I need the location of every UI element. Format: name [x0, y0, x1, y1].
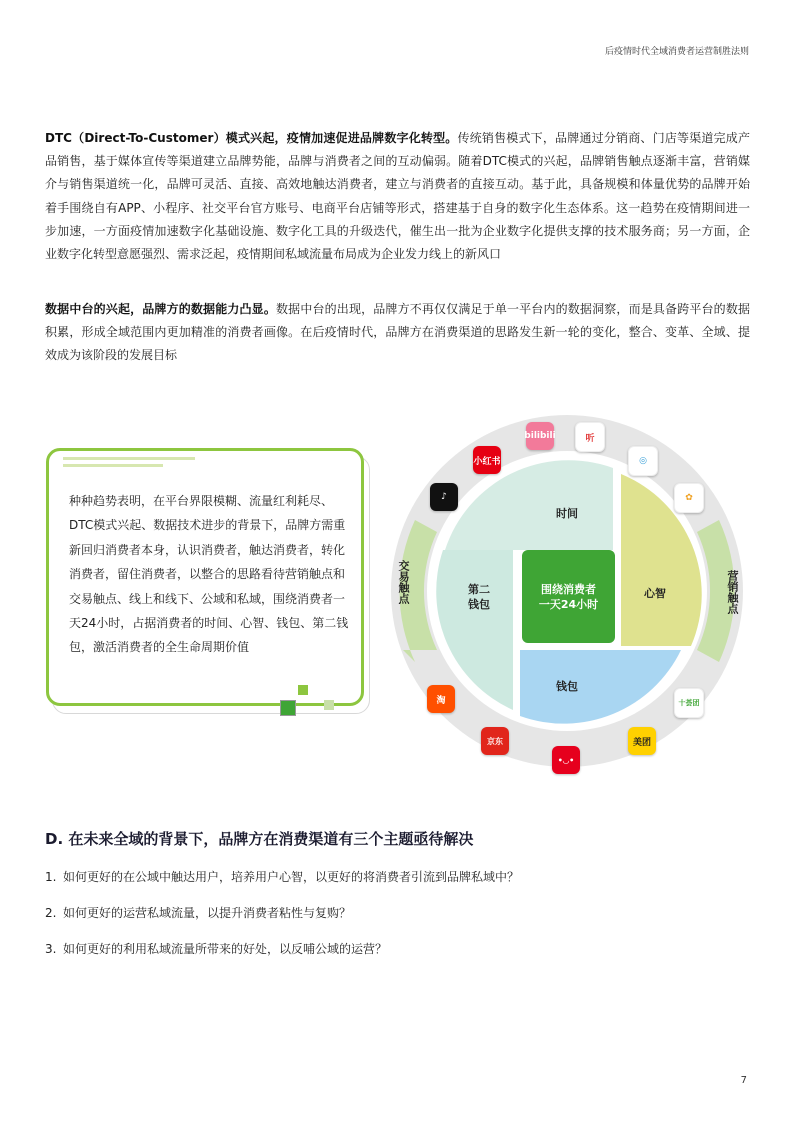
bilibili-icon: bilibili [526, 422, 554, 450]
callout-box [46, 448, 364, 706]
callout-text: 种种趋势表明，在平台界限模糊、流量红利耗尽、DTC模式兴起、数据技术进步的背景下，品牌方需重新回归消费者本身，认识消费者，触达消费者，转化消费者，留住消费者，以整合的思路看待营销触点和交易触点、线上和线下、公域和私域，围绕消费者一天24小时，占据消费者的时间、心智、钱包、第二钱包，激活消费者的全生命周期价值 [69, 494, 349, 655]
baicao-icon: 十荟团 [674, 688, 704, 718]
consumer-24h-diagram [0, 410, 793, 790]
list-item-text: 如何更好的在公域中触达用户，培养用户心智，以更好的将消费者引流到品牌私域中？ [63, 870, 520, 884]
center-line-2: 一天24小时 [538, 597, 599, 611]
list-item [45, 904, 351, 921]
tiktok-icon: ♪ [430, 483, 458, 511]
list-item-number: 3. [45, 942, 57, 956]
tmall-icon: •◡• [552, 746, 580, 774]
running-header: 后疫情时代全域消费者运营制胜法则 [604, 47, 749, 57]
list-item-number: 2. [45, 906, 57, 920]
label-second-wallet [463, 582, 495, 612]
wechat-icon: ◎ [628, 446, 658, 476]
paragraph-data-body: 数据中台的出现，品牌方不再仅仅满足于单一平台内的数据洞察，而是具备跨平台的数据积累，形成全域范围内更加精准的消费者画像。在后疫情时代，品牌方在消费渠道的思路发生新一轮的变化，整合、变革、全域、提效成为该阶段的发展目标 [45, 302, 750, 363]
callout-deco-line [63, 457, 195, 460]
jd-icon: 京东 [481, 727, 509, 755]
paragraph-dtc [45, 127, 750, 266]
label-marketing-touchpoint: 营销触点 [726, 570, 739, 614]
label-mind: 心智 [644, 587, 666, 600]
callout-deco-line [63, 464, 163, 467]
label-wallet: 钱包 [556, 680, 578, 693]
list-item-text: 如何更好的利用私域流量所带来的好处，以反哺公域的运营？ [63, 942, 388, 956]
label-second-wallet-1: 第二 [468, 583, 490, 596]
butterfly-icon: ✿ [674, 483, 704, 513]
deco-square [280, 700, 296, 716]
page-number: 7 [740, 1075, 747, 1086]
list-item-text: 如何更好的运营私域流量，以提升消费者粘性与复购？ [63, 906, 352, 920]
tingshu-icon: 听 [575, 422, 605, 452]
taobao-icon: 淘 [427, 685, 455, 713]
label-second-wallet-2: 钱包 [468, 598, 490, 611]
paragraph-dtc-lead: DTC（Direct-To-Customer）模式兴起，疫情加速促进品牌数字化转型。 [45, 131, 458, 145]
label-time: 时间 [556, 507, 578, 520]
meituan-icon: 美团 [628, 727, 656, 755]
center-line-1: 围绕消费者 [541, 582, 596, 596]
paragraph-data-platform [45, 298, 750, 368]
list-item [45, 940, 387, 957]
list-item [45, 868, 519, 885]
paragraph-data-lead: 数据中台的兴起，品牌方的数据能力凸显。 [45, 302, 276, 316]
paragraph-dtc-body: 传统销售模式下，品牌通过分销商、门店等渠道完成产品销售，基于媒体宣传等渠道建立品牌势能，品牌与消费者之间的互动偏弱。随着DTC模式的兴起，品牌销售触点逐渐丰富，营销媒介与销售渠道统一化，品牌可灵活、直接、高效地触达消费者，建立与消费者的直接互动。基于此，具备规模和体量优势的品牌开始着手围绕自有APP、小程序、社交平台官方账号、电商平台店铺等形式，搭建基于自身的数字化生态体系。这一趋势在疫情期间进一步加速，一方面疫情加速数字化基础设施、数字化工具的升级迭代，催生出一批为企业数字化提供支撑的技术服务商；另一方面，企业数字化转型意愿强烈、需求泛起，疫情期间私域流量布局成为企业发力线上的新风口 [45, 131, 750, 262]
center-box [522, 550, 615, 643]
deco-square [298, 685, 308, 695]
list-item-number: 1. [45, 870, 57, 884]
deco-square [324, 700, 334, 710]
section-title: D. 在未来全域的背景下，品牌方在消费渠道有三个主题亟待解决 [45, 830, 474, 848]
xiaohongshu-icon: 小红书 [473, 446, 501, 474]
label-transaction-touchpoint: 交易触点 [397, 560, 410, 604]
